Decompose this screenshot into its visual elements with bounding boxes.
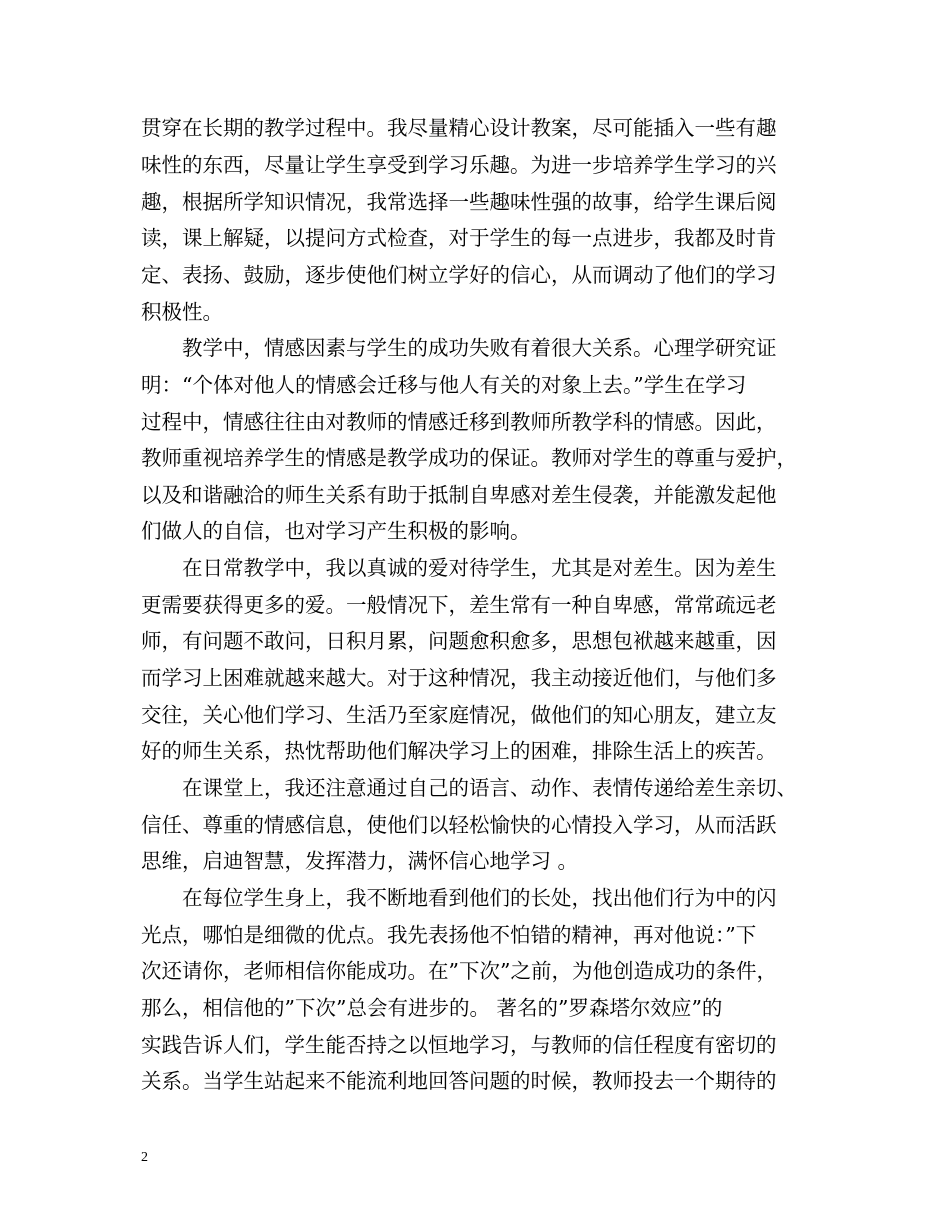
text-line: 味性的东西，尽量让学生享受到学习乐趣。为进一步培养学生学习的兴 — [141, 153, 777, 177]
text-line: 教学中，情感因素与学生的成功失败有着很大关系。心理学研究证 — [141, 336, 777, 360]
page-number: 2 — [141, 1150, 148, 1165]
text-line: 更需要获得更多的爱。一般情况下，差生常有一种自卑感，常常疏远老 — [141, 593, 777, 617]
text-line: 次还请你，老师相信你能成功。在”下次”之前，为他创造成功的条件， — [141, 959, 777, 983]
text-line: 关系。当学生站起来不能流利地回答问题的时候，教师投去一个期待的 — [141, 1069, 777, 1093]
text-line: 以及和谐融洽的师生关系有助于抵制自卑感对差生侵袭，并能激发起他 — [141, 483, 777, 507]
text-line: 信任、尊重的情感信息，使他们以轻松愉快的心情投入学习，从而活跃 — [141, 813, 777, 837]
text-line: 贯穿在长期的教学过程中。我尽量精心设计教案，尽可能插入一些有趣 — [141, 116, 777, 140]
text-line: 趣，根据所学知识情况，我常选择一些趣味性强的故事，给学生课后阅 — [141, 190, 777, 214]
text-line: 们做人的自信，也对学习产生积极的影响。 — [141, 519, 531, 543]
text-line: 在日常教学中，我以真诚的爱对待学生，尤其是对差生。因为差生 — [141, 556, 777, 580]
text-line: 那么，相信他的”下次”总会有进步的。 著名的”罗森塔尔效应”的 — [141, 996, 723, 1020]
text-line: 积极性。 — [141, 300, 223, 324]
text-line: 师，有问题不敢问，日积月累，问题愈积愈多，思想包袱越来越重，因 — [141, 629, 777, 653]
text-line: 而学习上困难就越来越大。对于这种情况，我主动接近他们，与他们多 — [141, 666, 777, 690]
text-line: 好的师生关系，热忱帮助他们解决学习上的困难，排除生活上的疾苦。 — [141, 739, 777, 763]
text-line: 明：“个体对他人的情感会迁移与他人有关的对象上去。”学生在学习 — [141, 373, 747, 397]
text-line: 光点，哪怕是细微的优点。我先表扬他不怕错的精神，再对他说：”下 — [141, 923, 757, 947]
text-line: 过程中，情感往往由对教师的情感迁移到教师所教学科的情感。因此， — [141, 410, 777, 434]
text-line: 思维，启迪智慧，发挥潜力，满怀信心地学习 。 — [141, 849, 579, 873]
text-line: 交往，关心他们学习、生活乃至家庭情况，做他们的知心朋友，建立友 — [141, 703, 777, 727]
text-line: 在每位学生身上，我不断地看到他们的长处，找出他们行为中的闪 — [141, 886, 777, 910]
text-line: 定、表扬、鼓励，逐步使他们树立学好的信心，从而调动了他们的学习 — [141, 263, 777, 287]
text-line: 教师重视培养学生的情感是教学成功的保证。教师对学生的尊重与爱护， — [141, 446, 797, 470]
text-line: 实践告诉人们，学生能否持之以恒地学习，与教师的信任程度有密切的 — [141, 1033, 777, 1057]
text-line: 读，课上解疑，以提问方式检查，对于学生的每一点进步，我都及时肯 — [141, 226, 777, 250]
text-line: 在课堂上，我还注意通过自己的语言、动作、表情传递给差生亲切、 — [141, 776, 797, 800]
